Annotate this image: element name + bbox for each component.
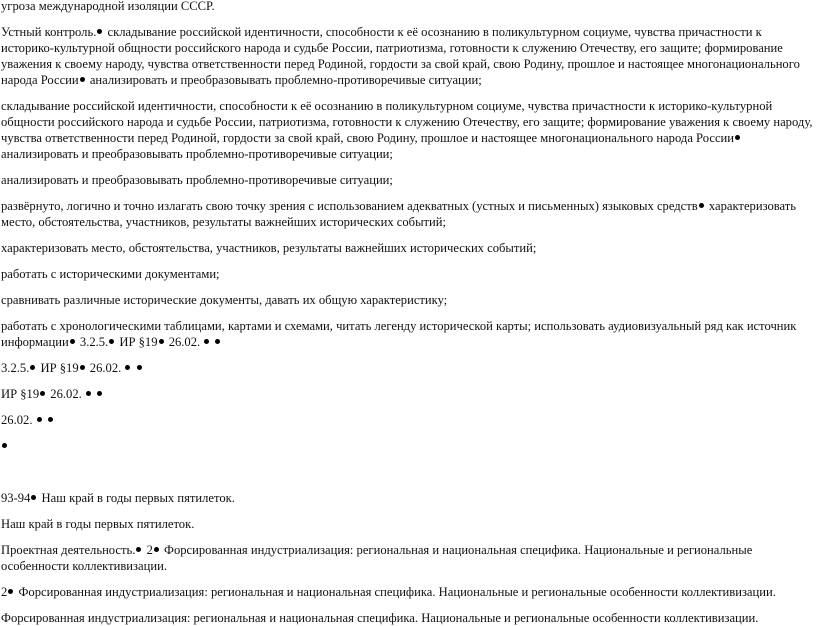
paragraph bbox=[1, 516, 813, 532]
text: Форсированная индустриализация: региональная и национальная специфика. Национальные и региональные особенности коллективизации. bbox=[1, 611, 759, 625]
bullet-icon bbox=[109, 339, 114, 344]
text: Проектная деятельность. bbox=[1, 543, 136, 557]
text: ИР §19 bbox=[1, 387, 40, 401]
bullet-icon bbox=[699, 203, 704, 208]
text: Наш край в годы первых пятилеток. bbox=[1, 517, 195, 531]
bullet-icon bbox=[204, 339, 209, 344]
text: анализировать и преобразовывать проблемно-противоречивые ситуации; bbox=[1, 173, 393, 187]
text: складывание российской идентичности, способности к её осознанию в поликультурном социуме, чувства причастности к историко-культурной общности российского народа и судьбе России, патриотизма, готовности к служению Отечеству, его защите; формирование уважения к своему народу, чувства ответственности перед Родиной, гордости за свой край, свою Родину, прошлое и настоящее многонационального народа России bbox=[1, 99, 813, 145]
text-line bbox=[1, 0, 813, 14]
bullet-icon bbox=[86, 391, 91, 396]
bullet-icon bbox=[136, 547, 141, 552]
paragraph bbox=[1, 412, 813, 428]
text: сравнивать различные исторические документы, давать их общую характеристику; bbox=[1, 293, 448, 307]
bullet-icon bbox=[215, 339, 220, 344]
text: 3.2.5. bbox=[1, 361, 30, 375]
paragraph bbox=[1, 292, 813, 308]
text: угроза международной изоляции СССР. bbox=[1, 0, 215, 13]
bullet-icon bbox=[137, 365, 142, 370]
bullet-icon bbox=[31, 495, 36, 500]
text: 2 bbox=[1, 585, 8, 599]
bullet-icon bbox=[735, 135, 740, 140]
paragraph bbox=[1, 542, 813, 574]
text: 26.02. bbox=[50, 387, 82, 401]
text: складывание российской идентичности, способности к её осознанию в поликультурном социуме, чувства причастности к историко-культурной общности российского народа и судьбе России, патриотизма, готовности к служению Отечеству, его защите; формирование уважения к своему народу, чувства ответственности перед Родиной, гордости за свой край, свою Родину, прошлое и настоящее многонационального народа России bbox=[1, 25, 800, 87]
paragraph bbox=[1, 318, 813, 350]
bullet-icon bbox=[48, 417, 53, 422]
bullet-icon bbox=[125, 365, 130, 370]
text: анализировать и преобразовывать проблемно-противоречивые ситуации; bbox=[89, 73, 482, 87]
bullet-icon bbox=[97, 29, 102, 34]
text: развёрнуто, логично и точно излагать свою точку зрения с использованием адекватных (устных и письменных) языковых средств bbox=[1, 199, 698, 213]
bullet-icon bbox=[8, 589, 13, 594]
text: 26.02. bbox=[1, 413, 33, 427]
bullet-icon bbox=[70, 339, 75, 344]
bullet-icon bbox=[2, 443, 7, 448]
text: Форсированная индустриализация: региональная и национальная специфика. Национальные и региональные особенности коллективизации. bbox=[1, 543, 753, 573]
text: характеризовать место, обстоятельства, участников, результаты важнейших исторических событий; bbox=[1, 241, 537, 255]
text: работать с хронологическими таблицами, картами и схемами, читать легенду исторической карты; использовать аудиовизуальный ряд как источник информации bbox=[1, 319, 797, 349]
paragraph bbox=[1, 98, 813, 162]
bullet-icon bbox=[40, 391, 45, 396]
text: 3.2.5. bbox=[79, 335, 109, 349]
text: 93-94 bbox=[1, 491, 31, 505]
bullet-icon bbox=[37, 417, 42, 422]
text: Устный контроль. bbox=[1, 25, 97, 39]
bullet-icon bbox=[97, 391, 102, 396]
bullet-icon bbox=[30, 365, 35, 370]
text: характеризовать место, обстоятельства, участников, результаты важнейших исторических событий; bbox=[1, 199, 797, 229]
text: 26.02. bbox=[168, 335, 201, 349]
bullet-icon bbox=[80, 77, 85, 82]
text: 26.02. bbox=[89, 361, 122, 375]
paragraph bbox=[1, 24, 813, 88]
paragraph bbox=[1, 266, 813, 282]
text: Наш край в годы первых пятилеток. bbox=[41, 491, 235, 505]
spacer bbox=[1, 454, 813, 480]
text: ИР §19 bbox=[40, 361, 79, 375]
paragraph bbox=[1, 198, 813, 230]
bullet-icon bbox=[159, 339, 164, 344]
bullet-icon bbox=[154, 547, 159, 552]
text: 2 bbox=[146, 543, 153, 557]
paragraph bbox=[1, 584, 813, 600]
text: анализировать и преобразовывать проблемно-противоречивые ситуации; bbox=[1, 147, 393, 161]
paragraph bbox=[1, 240, 813, 256]
text: работать с историческими документами; bbox=[1, 267, 220, 281]
paragraph bbox=[1, 490, 813, 506]
text: ИР §19 bbox=[119, 335, 158, 349]
paragraph bbox=[1, 610, 813, 626]
bullet-icon bbox=[80, 365, 85, 370]
paragraph bbox=[1, 360, 813, 376]
paragraph bbox=[1, 438, 813, 454]
paragraph bbox=[1, 172, 813, 188]
text: Форсированная индустриализация: региональная и национальная специфика. Национальные и региональные особенности коллективизации. bbox=[18, 585, 776, 599]
paragraph bbox=[1, 386, 813, 402]
